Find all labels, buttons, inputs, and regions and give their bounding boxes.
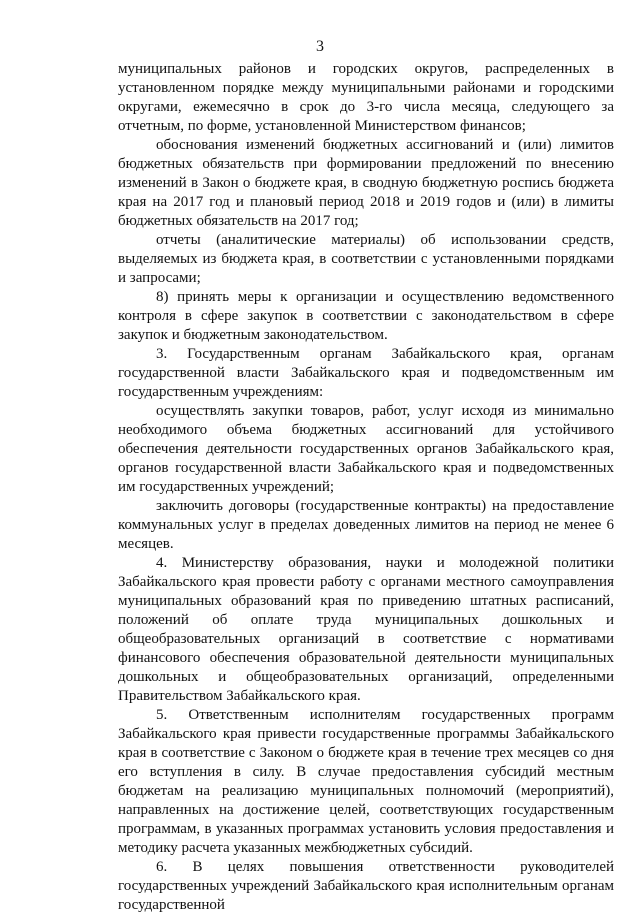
paragraph-continuation: муниципальных районов и городских округов, распределенных в установленном порядке между муниципальными районами и городскими округами, ежемесячно в срок до 3-го числа месяца, следующего за отчетным, по форме, установленной Министерством финансов; xyxy=(118,61,614,134)
paragraph-budget-changes: обоснования изменений бюджетных ассигнований и (или) лимитов бюджетных обязательств при формировании предложений по внесению изменений в Закон о бюджете края, в сводную бюджетную роспись бюджета края на 2017 год и плановый период 2018 и 2019 годов и (или) в лимиты бюджетных обязательств на 2017 год; xyxy=(118,137,614,229)
paragraph-reports: отчеты (аналитические материалы) об использовании средств, выделяемых из бюджета края, в соответствии с установленными порядками и запросами; xyxy=(118,232,614,286)
paragraph-section-3: 3. Государственным органам Забайкальского края, органам государственной власти Забайкальского края и подведомственным им государственным учреждениям: xyxy=(118,346,614,400)
document-body xyxy=(118,60,614,915)
paragraph-section-5: 5. Ответственным исполнителям государственных программ Забайкальского края привести государственные программы Забайкальского края в соответствие с Законом о бюджете края в течение трех месяцев со дня его вступления в силу. В случае предоставления субсидий местным бюджетам на реализацию муниципальных полномочий (мероприятий), направленных на достижение целей, соответствующих государственным программам, в указанных программах установить условия предоставления и методику расчета указанных межбюджетных субсидий. xyxy=(118,707,614,856)
paragraph-utility-contracts: заключить договоры (государственные контракты) на предоставление коммунальных услуг в пределах доведенных лимитов на период не менее 6 месяцев. xyxy=(118,498,614,552)
paragraph-section-6: 6. В целях повышения ответственности руководителей государственных учреждений Забайкальского края исполнительным органам государственной xyxy=(118,859,614,913)
page-number: 3 xyxy=(316,38,324,55)
paragraph-section-4: 4. Министерству образования, науки и молодежной политики Забайкальского края провести работу с органами местного самоуправления муниципальных образований края по приведению штатных расписаний, положений об оплате труда муниципальных дошкольных и общеобразовательных организаций в соответствие с нормативами финансового обеспечения образовательной деятельности муниципальных дошкольных и общеобразовательных организаций, определенными Правительством Забайкальского края. xyxy=(118,555,614,704)
paragraph-item-8: 8) принять меры к организации и осуществлению ведомственного контроля в сфере закупок в соответствии с законодательством в сфере закупок и бюджетным законодательством. xyxy=(118,289,614,343)
paragraph-procurement: осуществлять закупки товаров, работ, услуг исходя из минимально необходимого объема бюджетных ассигнований для устойчивого обеспечения деятельности государственных органов Забайкальского края, органов государственной власти Забайкальского края и подведомственных им государственных учреждений; xyxy=(118,403,614,495)
